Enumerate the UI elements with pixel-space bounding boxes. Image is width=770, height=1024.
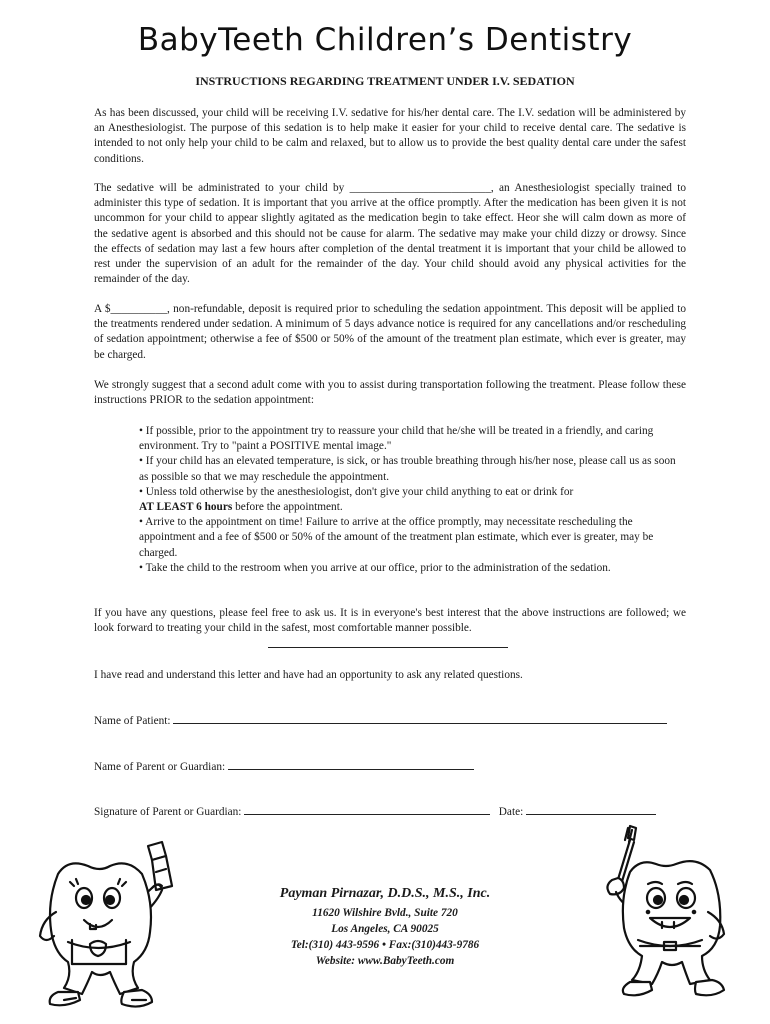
list-item: • Arrive to the appointment on time! Failure to arrive at the office promptly, may necessitate rescheduling the appointment and a fee of $500 or 50% of the amount of the treatment plan estimate, which ever is greater, may be charged. <box>139 516 654 559</box>
emphasis-text: AT LEAST 6 hours <box>139 501 233 514</box>
paragraph-intro: As has been discussed, your child will be receiving I.V. sedative for his/her dental care. The I.V. sedation will be administered by an Anesthesiologist. The purpose of this sedation is to help make it easier for your child to receive dental care. The sedative is intended to not only help your child to be calm and relaxed, but to allow us to provide the best quality dental care under the safest conditions. <box>94 107 686 165</box>
list-item-text: before the appointment. <box>232 501 343 514</box>
list-item: • Take the child to the restroom when you arrive at our office, prior to the administration of the sedation. <box>139 561 611 574</box>
page-title: BabyTeeth Children’s Dentistry <box>137 22 633 58</box>
website-line: Website: www.BabyTeeth.com <box>315 955 455 967</box>
patient-name-label: Name of Patient: <box>94 715 171 727</box>
divider-line <box>268 638 508 648</box>
instruction-list <box>139 424 687 576</box>
signature-input[interactable] <box>244 804 490 815</box>
list-item-text: • Unless told otherwise by the anesthesiologist, don't give your child anything to eat or drink for <box>139 485 574 498</box>
date-input[interactable] <box>526 804 656 815</box>
paragraph-deposit: A $__________, non-refundable, deposit is required prior to scheduling the sedation appointment. This deposit will be applied to the treatments rendered under sedation. A minimum of 5 days advance notice is required for any cancellations and/or rescheduling of sedation appointment; otherwise a fee of $500 or 50% of the amount of the treatment plan estimate, which ever is greater, may be charged. <box>94 303 686 361</box>
paragraph-questions: If you have any questions, please feel free to ask us. It is in everyone's best interest that the above instructions are followed; we look forward to treating your child in the safest, most comfortable manner possible. <box>94 607 686 635</box>
paragraph-instructions-intro: We strongly suggest that a second adult come with you to assist during transportation following the treatment. Please follow these instructions PRIOR to the sedation appointment: <box>94 379 686 407</box>
patient-name-input[interactable] <box>173 713 667 724</box>
document-heading: INSTRUCTIONS REGARDING TREATMENT UNDER I.V. SEDATION <box>195 74 575 88</box>
practice-name: Payman Pirnazar, D.D.S., M.S., Inc. <box>279 886 491 901</box>
paragraph-acknowledgement: I have read and understand this letter and have had an opportunity to ask any related questions. <box>94 669 523 681</box>
guardian-name-label: Name of Parent or Guardian: <box>94 761 226 773</box>
signature-label: Signature of Parent or Guardian: <box>94 806 242 818</box>
list-item: • If your child has an elevated temperature, is sick, or has trouble breathing through his/her nose, please call us as soon as possible so that we may reschedule the appointment. <box>139 455 676 483</box>
paragraph-anesthesiologist: The sedative will be administrated to your child by _________________________, an Anesthesiologist specially trained to administer this type of sedation. It is important that you arrive at the office promptly. After the medication has been given it is not uncommon for your child to appear slightly agitated as the medication begin to take effect. Heor she will calm down as more of the sedative agent is absorbed and this should not be cause for alarm. The sedative may make your child dizzy or drowsy. Since the effects of sedation may last a few hours after completion of the dental treatment it is important that your child be allowed to rest under the supervision of an adult for the remainder of the day. Your child should avoid any physical activities for the remainder of the day. <box>94 182 686 286</box>
address-line: 11620 Wilshire Bvld., Suite 720 <box>312 907 458 919</box>
phone-fax-line: Tel:(310) 443-9596 • Fax:(310)443-9786 <box>290 939 480 951</box>
list-item <box>139 485 687 515</box>
practice-contact-block <box>0 883 770 969</box>
guardian-name-field <box>94 759 474 773</box>
city-line: Los Angeles, CA 90025 <box>331 923 439 935</box>
list-item: • If possible, prior to the appointment try to reassure your child that he/she will be treated in a friendly, and caring environment. Try to "paint a POSITIVE mental image." <box>139 425 654 453</box>
signature-field <box>94 804 656 818</box>
date-label: Date: <box>498 806 524 818</box>
guardian-name-input[interactable] <box>228 759 474 770</box>
patient-name-field <box>94 713 667 727</box>
